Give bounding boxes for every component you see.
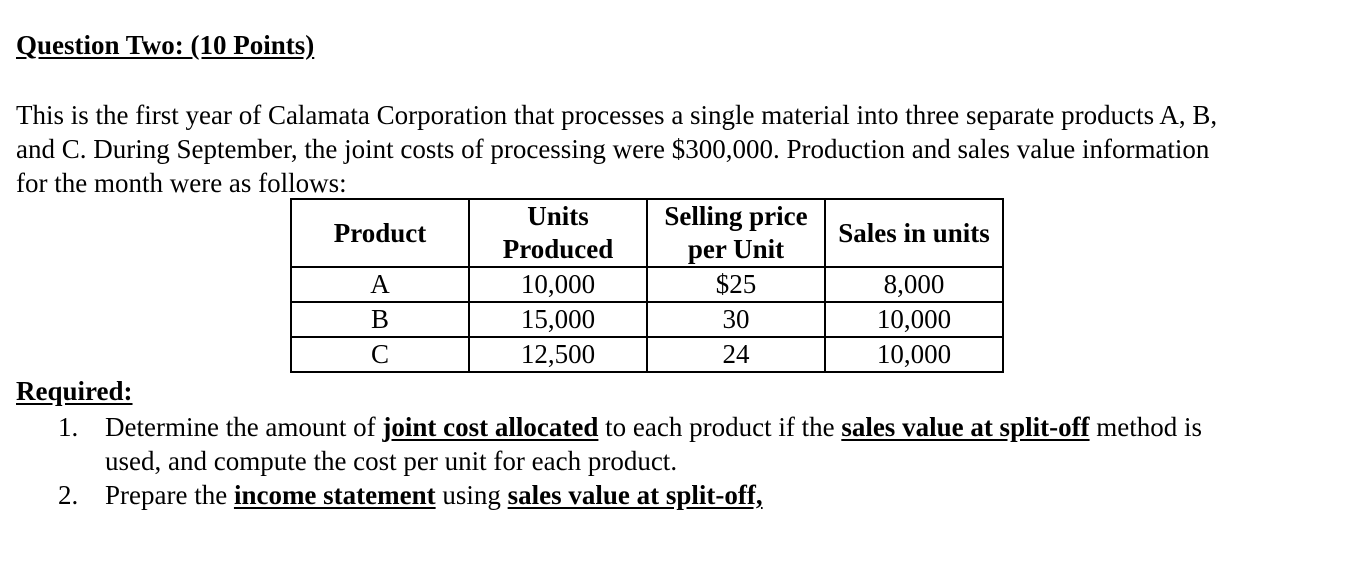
item-number: 2. [58, 480, 79, 510]
item-number: 1. [58, 412, 79, 442]
table-header-row [291, 199, 1003, 267]
key-term: joint cost allocated [382, 412, 599, 442]
cell-units: 12,500 [469, 337, 647, 372]
cell-product: B [291, 302, 469, 337]
list-item [0, 410, 1340, 478]
key-term: sales value at split-off [841, 412, 1090, 442]
header-sales-units: Sales in units [825, 199, 1003, 267]
header-selling-price: Selling price per Unit [647, 199, 825, 267]
header-product: Product [291, 199, 469, 267]
requirements-list [0, 410, 1340, 512]
intro-paragraph [16, 98, 1336, 200]
cell-sales: 10,000 [825, 302, 1003, 337]
list-item [0, 478, 1340, 512]
question-heading: Question Two: (10 Points) [16, 30, 315, 60]
table-row [291, 267, 1003, 302]
production-table [290, 198, 1004, 373]
table-row [291, 337, 1003, 372]
cell-price: 30 [647, 302, 825, 337]
required-heading: Required: [16, 376, 133, 406]
table-row [291, 302, 1003, 337]
intro-line-2: and C. During September, the joint costs of processing were $300,000. Production and sales value information [16, 134, 1210, 164]
key-term: income statement [233, 480, 436, 510]
cell-sales: 10,000 [825, 337, 1003, 372]
cell-units: 15,000 [469, 302, 647, 337]
item-line: Prepare the income statement using sales value at split-off, [105, 480, 763, 510]
cell-product: C [291, 337, 469, 372]
key-term: sales value at split-off, [507, 480, 763, 510]
cell-price: 24 [647, 337, 825, 372]
item-line: Determine the amount of joint cost allocated to each product if the sales value at split-off method is [105, 412, 1203, 442]
intro-line-1: This is the first year of Calamata Corporation that processes a single material into three separate products A, B, [16, 100, 1218, 130]
cell-sales: 8,000 [825, 267, 1003, 302]
cell-units: 10,000 [469, 267, 647, 302]
header-units-produced: Units Produced [469, 199, 647, 267]
item-line: used, and compute the cost per unit for each product. [105, 446, 678, 476]
cell-product: A [291, 267, 469, 302]
cell-price: $25 [647, 267, 825, 302]
intro-line-3: for the month were as follows: [16, 168, 347, 198]
